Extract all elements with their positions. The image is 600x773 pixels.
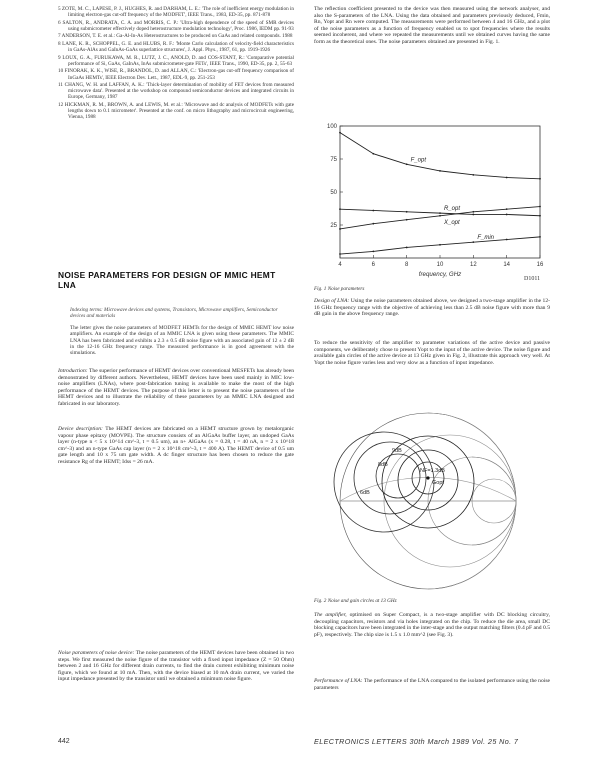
data-point — [439, 244, 441, 246]
fig1-caption: Fig. 1 Noise parameters — [314, 286, 365, 292]
noise-heading: Noise parameters of noise device: — [58, 650, 135, 656]
data-point — [406, 247, 408, 249]
reference-list — [58, 6, 294, 121]
chart-series-group — [339, 132, 541, 255]
series-line — [340, 207, 540, 229]
amplifier-paragraph — [314, 612, 550, 638]
page-number: 442 — [58, 738, 70, 745]
design-paragraph-1 — [314, 298, 550, 318]
x-tick-label: 10 — [436, 262, 444, 268]
intro-text: The superior performance of HEMT devices over conventional MESFETs has already been demonstrated by different authors. Nevertheless, HEMT devices have been used mainly in MIC low-noise amplifiers (LNAs), where post-fabrication tuning is available to make the most of the high performance of the HEMT devices. The purpose of this letter is to present the noise parameters of the HEMT devices and to illustrate the reliability of these parameters by an MMIC LNA designed and fabricated in our laboratory. — [58, 368, 294, 407]
data-point — [506, 177, 508, 179]
x-tick-label: 8 — [404, 262, 409, 268]
noise-parameters-chart — [318, 118, 550, 286]
y-tick-label: 75 — [330, 157, 337, 163]
x-tick-label: 6 — [371, 262, 376, 268]
chart-labels-group — [327, 124, 544, 278]
data-point — [506, 239, 508, 241]
paper-title: NOISE PARAMETERS FOR DESIGN OF MMIC HEMT LNA — [58, 270, 276, 290]
reference-item: 9 LOUX, G. A., FURUKAWA, M. R., LUTZ, J. C., ANOLD, D. and COS-STANT, R.: 'Comparative potential performance of Si, GaAs, GaInAs, InAs submicrometer-gate FETs', IEEE Trans., 1990, ED-35, pp. 2, 55-63 — [58, 54, 294, 67]
reference-item: 12 HICKMAN, R. M., BROWN, A. and LEWIS, M. et al.: 'Microwave and dc analysis of MODFETs with gate lengths down to 0.1 micrometer'. Presented at the conf. on micro lithography and microcircuit engineering, Vienna, 1988 — [58, 101, 294, 121]
smith-label: Gopt — [432, 480, 444, 486]
data-point — [506, 214, 508, 216]
series-label: X_opt — [444, 219, 460, 226]
design-heading: Design of LNA: — [314, 298, 350, 304]
data-point — [472, 174, 474, 176]
performance-text: The performance of the LNA compared to the isolated performance using the noise parameters — [314, 678, 550, 691]
x-tick-label: 12 — [469, 262, 477, 268]
data-point — [539, 178, 541, 180]
chart-axes — [340, 126, 540, 258]
smith-label: NF=1.3dB — [420, 468, 445, 474]
smith-label: 8dB — [378, 462, 388, 468]
optimum-point — [426, 476, 429, 479]
data-point — [339, 228, 341, 230]
indexing-terms: Indexing terms: Microwave devices and systems, Transistors, Microwave amplifiers, Semiconductor devices and materials — [70, 307, 278, 320]
reference-item: 5 ZOTE, M. C., LAPESE, P. J., HUGHES, R. and DARHAM, L. E.: 'The role of inefficient energy modulation in limiting electron-gas cut-off frequency of the MODFET', IEEE Trans., 1983, ED-35, pp. 871-878 — [58, 6, 294, 19]
device-description-paragraph — [58, 426, 294, 466]
series-label: F_min — [477, 235, 495, 242]
data-point — [372, 223, 374, 225]
data-point — [439, 215, 441, 217]
data-point — [439, 212, 441, 214]
data-point — [372, 210, 374, 212]
x-axis-label: frequency, GHz — [418, 271, 462, 278]
data-point — [539, 215, 541, 217]
y-tick-label: 100 — [326, 124, 337, 130]
data-point — [372, 251, 374, 253]
data-point — [339, 208, 341, 210]
data-point — [339, 253, 341, 255]
plot-frame — [340, 126, 540, 258]
device-text: The HEMT devices are fabricated on a HEMT structure grown by metalorganic vapour phase epitaxy (MOVPE). The structure consists of an AlGaAs buffer layer, an undoped GaAs layer (n-type n < 5 x 10^14 cm^-3, t = 0.5 um), an n+ AlGaAs (x = 0.28, t = 40 nA, n = 2 x 10^18 cm^-3) and an n-type GaAs cap layer (n = 2 x 10^18 cm^-3, t = 400 A). The HEMT device of 0.5 um gate length and 10 x 75 um gate width. A dc finger structure has been chosen to reduce the gate resistance Rg of the HEMT; Idss = 26 mA. — [58, 426, 294, 465]
performance-heading: Performance of LNA: — [314, 678, 363, 684]
series-label: R_opt — [444, 206, 461, 213]
data-point — [506, 208, 508, 210]
y-tick-label: 50 — [330, 190, 337, 196]
fig1-number: D1011 — [524, 276, 541, 282]
data-point — [406, 219, 408, 221]
data-point — [439, 170, 441, 172]
data-point — [472, 214, 474, 216]
reference-item: 11 CHANG, W. H. and LAFFAN, A. K.: 'Thick-layer determination of mobility of FET devices from measured microwave data'. Presented at the workshop on compound semiconductor devices and integrated circuits in Europe, Germany, 1987 — [58, 82, 294, 101]
x-tick-label: 14 — [503, 262, 511, 268]
series-line — [340, 133, 540, 179]
amplifier-heading: The amplifier, — [314, 612, 347, 618]
data-point — [472, 211, 474, 213]
reference-item: 7 ANDERSON, T. E. et al.: Ga-Al-In-As Heterostructures to be produced on GaAs and related compounds. 1988 — [58, 33, 293, 40]
reference-item: 8 LANE, K. R., SCHOPPEL, G. E. and HLUBS, R. F.: 'Monte Carlo calculation of velocity-field characteristics in GaAs-AlAs and GaInAs-GaAs superlattice structures', J. Appl. Phys., 1987, 61, pp. 1919-1926 — [58, 40, 294, 54]
x-tick-label: 16 — [536, 262, 544, 268]
abstract: The letter gives the noise parameters of MODFET HEMTs for the design of MMIC HEMT low noise amplifiers. An example of the design of an MMIC LNA is given using these parameters. The MMIC LNA has been fabricated and exhibits a 2.3 ± 0.5 dB noise figure with an associated gain of 12 ± 2 dB in the 12-16 GHz frequency range. The measured performance is in good agreement with the simulations. — [70, 325, 294, 357]
data-point — [372, 153, 374, 155]
noise-parameters-paragraph — [58, 650, 294, 683]
reference-item: 10 FINORAK, K. K., WISE, R., BRANDOL, D. and ALLAN, C.: 'Electron-gas cut-off frequency comparison of InGaAs HEMTs', IEEE Electron Dev. Lett., 1987, EDL-9, pp. 251-253 — [58, 68, 294, 81]
performance-paragraph — [314, 678, 550, 691]
device-heading: Device description: — [58, 426, 103, 432]
amplifier-text: optimised on Super Compact, is a two-stage amplifier with DC blocking circuitry, decoupling capacitors, resistors and via holes integrated on the chip. To reduce the die area, small DC blocking capacitors have been integrated in the inter-stage and the output matching filters (0.4 pF and 0.5 pF), respectively. The chip size is 1.5 x 1.0 mm^2 (see Fig. 3). — [314, 612, 550, 638]
x-tick-label: 4 — [338, 262, 342, 268]
reference-item: 6 SALTON, R., ANDRATA, C. A. and MORRIS, C. P.: 'Ultra-high dependence of the speed of SMR devices using submicrometer effectively doped heterostructure modulation technology', Proc. 1986, IEDM pp. 91-93 — [58, 19, 294, 32]
smith-label: 9dB — [392, 448, 402, 454]
data-point — [539, 236, 541, 238]
journal-footer: ELECTRONICS LETTERS 30th March 1989 Vol. 25 No. 7 — [314, 737, 519, 746]
references-section — [58, 6, 294, 122]
intro-heading: Introduction: — [58, 368, 88, 374]
data-point — [539, 206, 541, 208]
data-point — [406, 163, 408, 165]
data-point — [406, 211, 408, 213]
data-point — [472, 241, 474, 243]
noise-text: The noise parameters of the HEMT devices have been obtained in two steps. We first measured the noise figure of the transistor with a fixed input impedance (Z = 50 Ohm) between 2 and 16 GHz for different drain currents, to find the drain current exhibiting minimum noise figure, which we found at 10 mA. Then, with the device biased at 10 mA drain current, we varied the input impedance presented by the transistor until we obtained a minimum noise figure. — [58, 650, 294, 683]
series-label: F_opt — [410, 157, 427, 164]
design-paragraph-2: To reduce the sensitivity of the amplifier to parameter variations of the active device and passive components, we deliberately chose to present Yopt to the input of the active device. The noise figure and available gain circles of the active device at 13 GHz given in Fig. 2, illustrate this approach very well. At Yopt the noise figure varies less and very slow as a function of input impedance. — [314, 340, 550, 366]
introduction-paragraph — [58, 368, 294, 408]
smith-label: 6dB — [360, 490, 370, 496]
data-point — [339, 132, 341, 134]
design-text: Using the noise parameters obtained above, we designed a two-stage amplifier in the 12-16 GHz frequency range with the objective of achieving less than 2.5 dB noise figure with more than 9 dB gain in the above frequency range. — [314, 298, 551, 318]
y-tick-label: 25 — [330, 223, 337, 229]
smith-chart — [328, 408, 528, 594]
reflection-paragraph: The reflection coefficient presented to the device was then measured using the network analyser, and also the S-parameters of the LNA. Using the data obtained and parameters previously deduced, Fmin, Rn, Yopt and Rn were computed. The measurements were performed between 4 and 16 GHz, and a plot of the noise parameters as a function of frequency enabled us to spot frequencies where the results seemed incoherent, and where we repeated the measurements until we obtained curves having the same form as the theoretical ones. The noise parameters obtained are presented in Fig. 1. — [314, 6, 550, 45]
fig2-caption: Fig. 2 Noise and gain circles at 13 GHz — [314, 598, 397, 604]
